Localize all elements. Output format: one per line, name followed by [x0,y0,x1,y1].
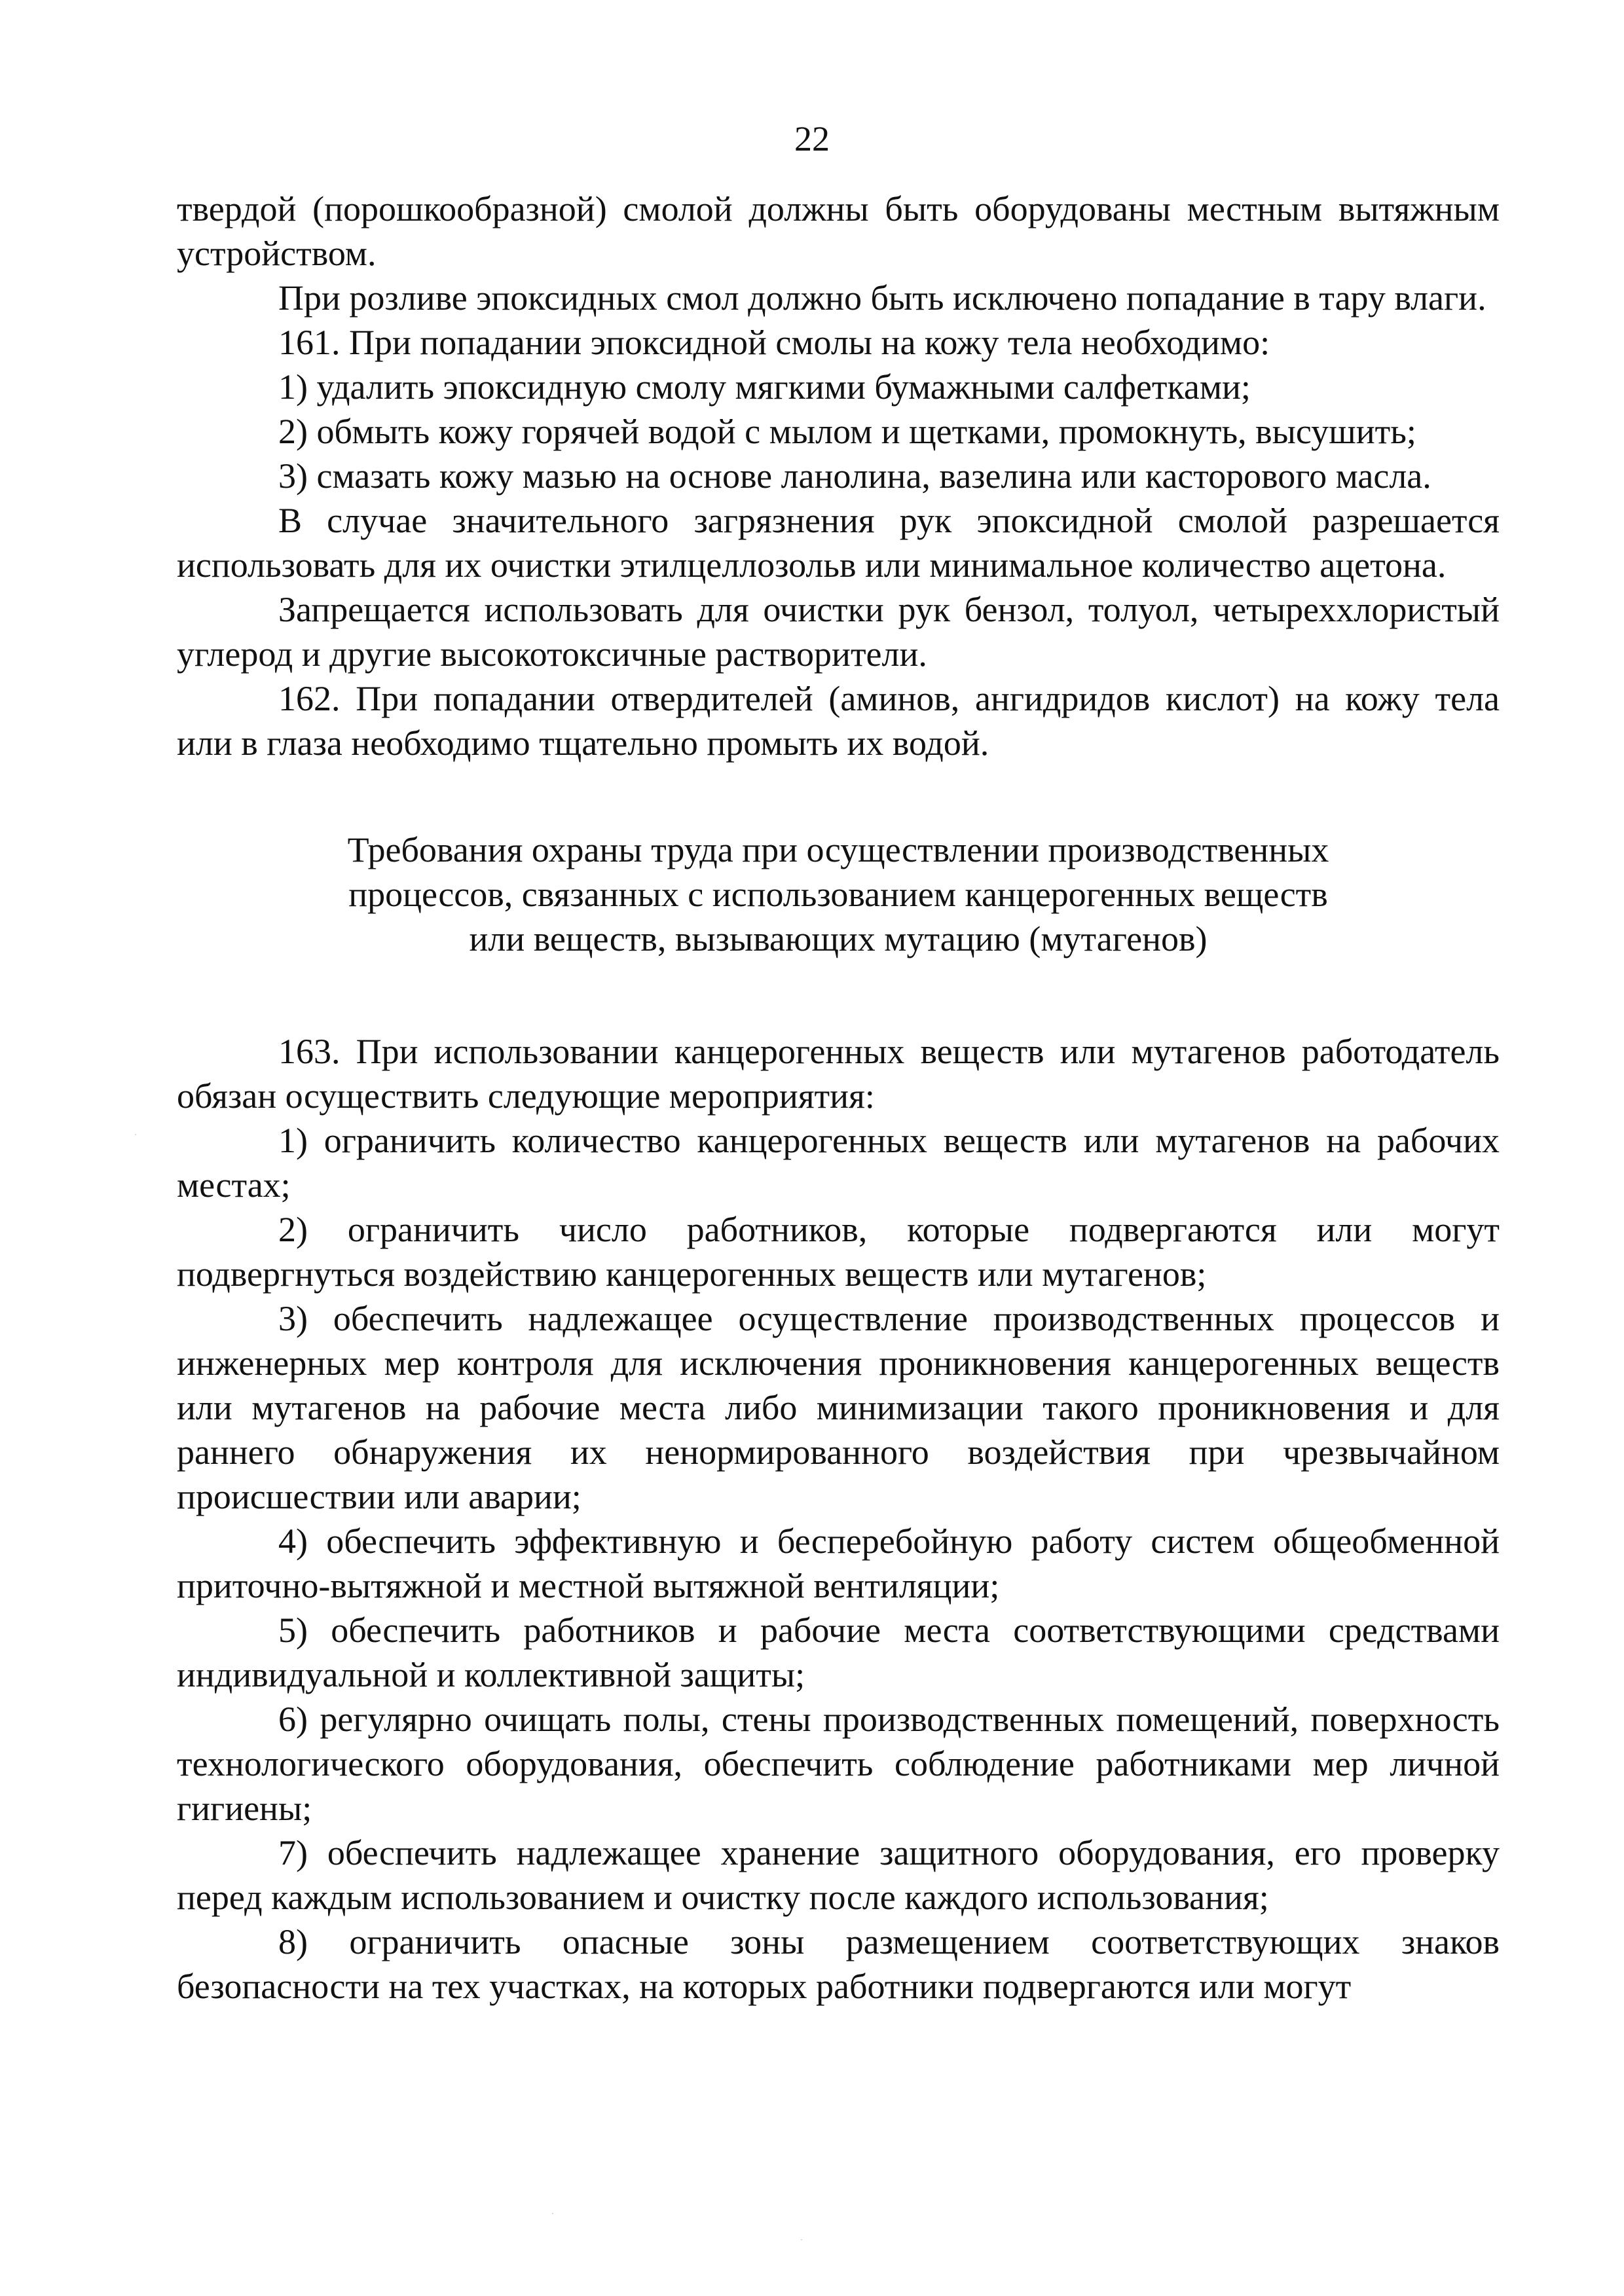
document-body [177,187,1500,2009]
scan-speck [801,2239,802,2240]
section-title [177,828,1500,961]
section-title-line-1: Требования охраны труда при осуществлении производственных [347,830,1329,869]
paragraph-prohibited-solvents: Запрещается использовать для очистки рук бензол, толуол, четыреххлористый углерод и другие высокотоксичные растворители. [177,590,1500,674]
page-number: 22 [794,119,830,158]
paragraph-163: 163. При использовании канцерогенных веществ или мутагенов работодатель обязан осуществить следующие мероприятия: [177,1032,1500,1116]
list-item-163-8: 8) ограничить опасные зоны размещением соответствующих знаков безопасности на тех участках, на которых работники подвергаются или могут [177,1922,1500,2006]
scan-speck [135,1134,136,1135]
list-item-163-1: 1) ограничить количество канцерогенных веществ или мутагенов на рабочих местах; [177,1121,1500,1205]
section-title-line-2: процессов, связанных с использованием канцерогенных веществ [348,875,1328,914]
list-item-161-1: 1) удалить эпоксидную смолу мягкими бумажными салфетками; [278,367,1251,407]
paragraph-hand-cleaning: В случае значительного загрязнения рук эпоксидной смолой разрешается использовать для их очистки этилцеллозольв или минимальное количество ацетона. [177,501,1500,585]
list-item-163-7: 7) обеспечить надлежащее хранение защитного оборудования, его проверку перед каждым использованием и очистку после каждого использования; [177,1833,1500,1917]
scan-speck [552,2213,553,2214]
list-item-161-3: 3) смазать кожу мазью на основе ланолина, вазелина или касторового масла. [278,456,1431,496]
list-item-163-6: 6) регулярно очищать полы, стены производственных помещений, поверхность технологического оборудования, обеспечить соблюдение работниками мер личной гигиены; [177,1700,1500,1828]
paragraph-continuation: твердой (порошкообразной) смолой должны быть оборудованы местным вытяжным устройством. [177,189,1500,273]
paragraph-resin-pouring: При розливе эпоксидных смол должно быть исключено попадание в тару влаги. [278,278,1486,318]
paragraph-162: 162. При попадании отвердителей (аминов, ангидридов кислот) на кожу тела или в глаза необходимо тщательно промыть их водой. [177,679,1500,763]
section-title-line-3: или веществ, вызывающих мутацию (мутагенов) [469,919,1208,958]
list-item-163-3: 3) обеспечить надлежащее осуществление производственных процессов и инженерных мер контроля для исключения проникновения канцерогенных веществ или мутагенов на рабочие места либо минимизации такого проникновения и для раннего обнаружения их ненормированного воздействия при чрезвычайном происшествии или аварии; [177,1299,1500,1516]
list-item-163-5: 5) обеспечить работников и рабочие места соответствующими средствами индивидуальной и коллективной защиты; [177,1611,1500,1694]
list-item-163-2: 2) ограничить число работников, которые подвергаются или могут подвергнуться воздействию канцерогенных веществ или мутагенов; [177,1210,1500,1294]
list-item-163-4: 4) обеспечить эффективную и бесперебойную работу систем общеобменной приточно-вытяжной и местной вытяжной вентиляции; [177,1522,1500,1605]
list-item-161-2: 2) обмыть кожу горячей водой с мылом и щетками, промокнуть, высушить; [278,412,1416,451]
paragraph-161: 161. При попадании эпоксидной смолы на кожу тела необходимо: [278,323,1270,362]
